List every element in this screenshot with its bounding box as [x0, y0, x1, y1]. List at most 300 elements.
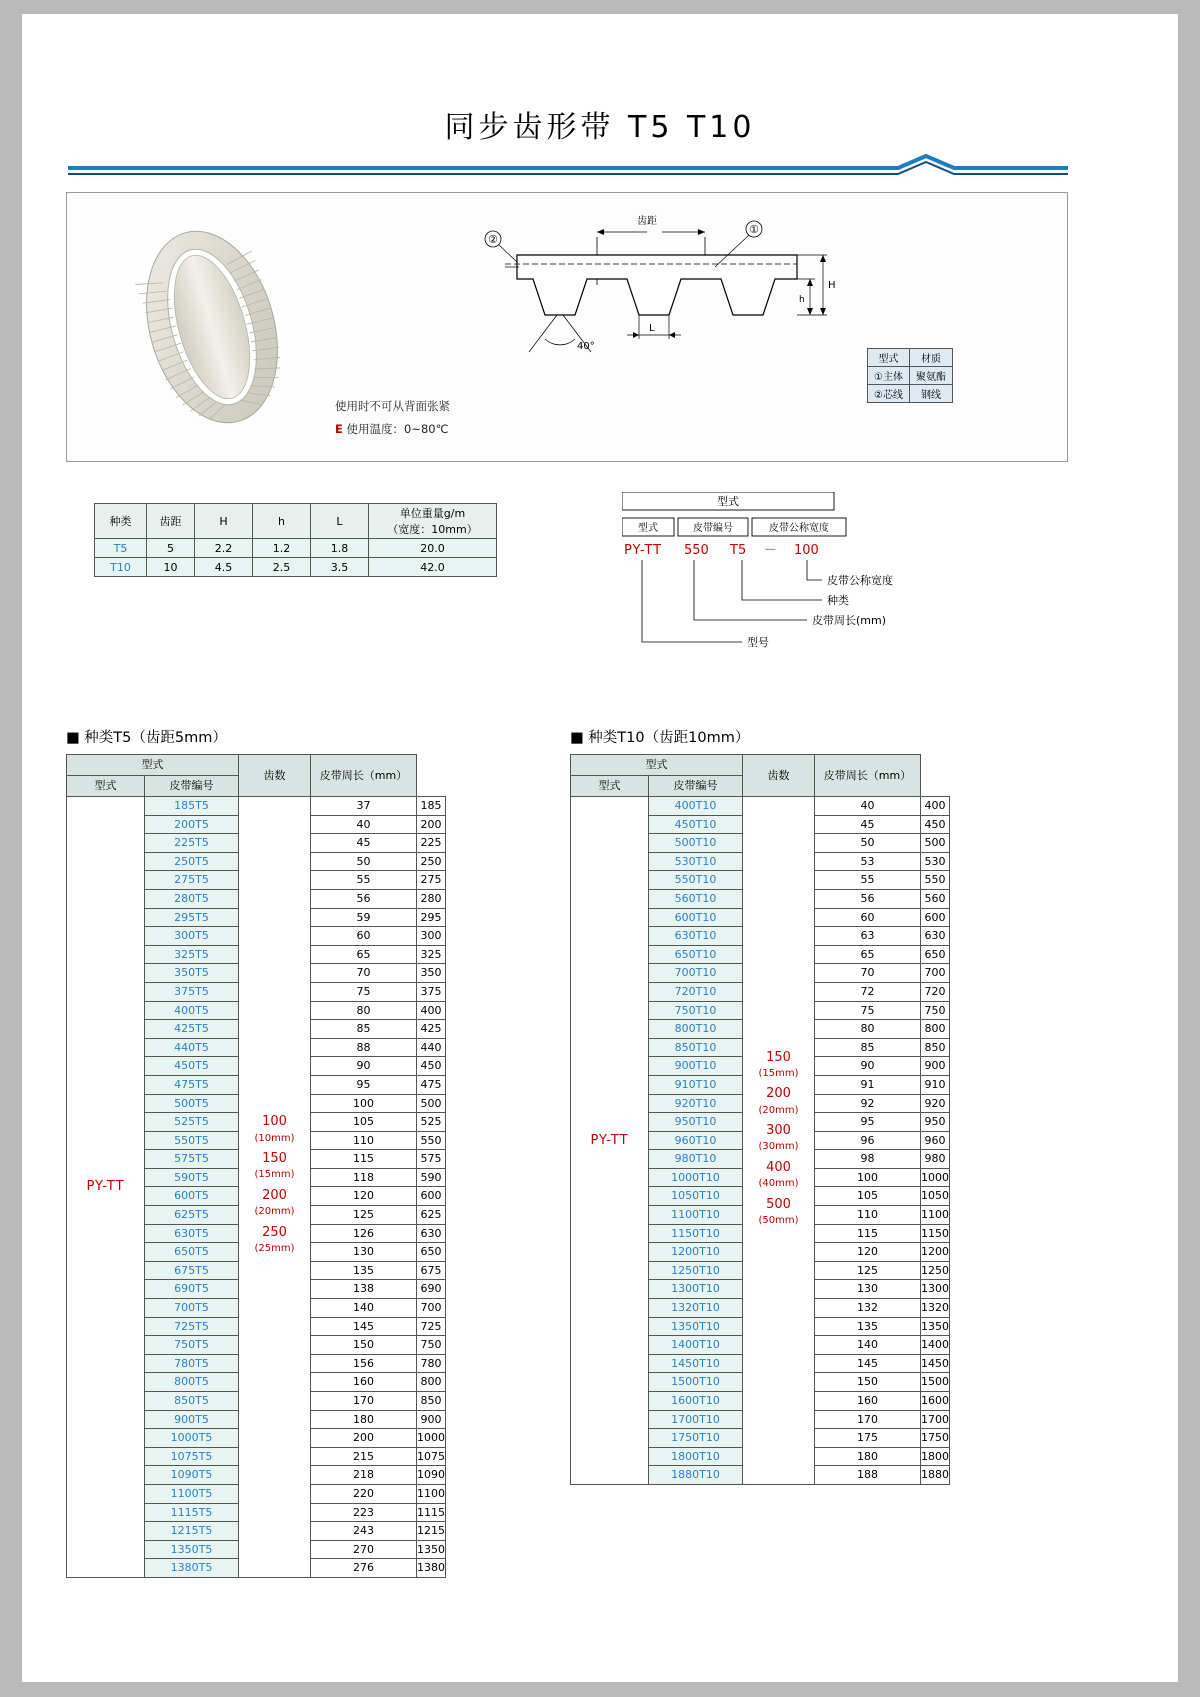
t10-length: 800 [921, 1020, 950, 1039]
angle-label: 40° [577, 341, 595, 352]
t5-length: 590 [417, 1168, 446, 1187]
t5-length: 225 [417, 834, 446, 853]
t5-length: 185 [417, 797, 446, 816]
t5-header-type: 型式 [67, 776, 145, 797]
t10-length: 530 [921, 852, 950, 871]
t10-teeth: 70 [815, 964, 921, 983]
t5-teeth: 45 [311, 834, 417, 853]
t10-width-entry: 300 (30mm) [758, 1123, 799, 1153]
t5-teeth: 145 [311, 1317, 417, 1336]
t5-belt-number: 750T5 [145, 1336, 239, 1355]
t5-teeth: 60 [311, 927, 417, 946]
table-row [571, 755, 950, 776]
t10-length: 550 [921, 871, 950, 890]
t5-teeth: 56 [311, 889, 417, 908]
t5-belt-number: 300T5 [145, 927, 239, 946]
t10-belt-number: 400T10 [649, 797, 743, 816]
t5-belt-number: 675T5 [145, 1261, 239, 1280]
t10-teeth: 40 [815, 797, 921, 816]
t5-belt-number: 800T5 [145, 1373, 239, 1392]
t5-belt-number: 325T5 [145, 945, 239, 964]
t5-length: 1075 [417, 1447, 446, 1466]
t5-length: 425 [417, 1020, 446, 1039]
t5-belt-number: 1380T5 [145, 1559, 239, 1578]
spec-header-kind: 种类 [95, 504, 147, 539]
t10-belt-number: 1750T10 [649, 1429, 743, 1448]
t5-length: 325 [417, 945, 446, 964]
t10-teeth: 72 [815, 982, 921, 1001]
t5-teeth: 218 [311, 1466, 417, 1485]
t10-teeth: 140 [815, 1336, 921, 1355]
t10-table [570, 754, 950, 1485]
spec-cell: 2.5 [253, 558, 311, 577]
t10-length: 960 [921, 1131, 950, 1150]
t10-teeth: 56 [815, 889, 921, 908]
t10-teeth: 90 [815, 1057, 921, 1076]
spec-cell: 3.5 [311, 558, 369, 577]
spec-header-weight-line1: 单位重量g/m [399, 507, 466, 520]
t5-belt-number: 400T5 [145, 1001, 239, 1020]
t5-teeth: 55 [311, 871, 417, 890]
t5-teeth: 110 [311, 1131, 417, 1150]
t10-teeth: 175 [815, 1429, 921, 1448]
t5-length: 1380 [417, 1559, 446, 1578]
t5-belt-number: 690T5 [145, 1280, 239, 1299]
t10-table-wrapper [570, 754, 950, 1485]
t10-teeth: 150 [815, 1373, 921, 1392]
t5-teeth: 125 [311, 1206, 417, 1225]
t5-model-cell: PY-TT [67, 797, 145, 1578]
t10-width-entry: 400 (40mm) [758, 1159, 799, 1190]
t5-length: 400 [417, 1001, 446, 1020]
t10-belt-number: 800T10 [649, 1020, 743, 1039]
t5-length: 800 [417, 1373, 446, 1392]
t5-belt-number: 225T5 [145, 834, 239, 853]
t10-width-entry: 200 (20mm) [758, 1086, 799, 1116]
t5-length: 200 [417, 815, 446, 834]
t10-belt-number: 750T10 [649, 1001, 743, 1020]
spec-header-weight [369, 504, 497, 539]
t10-belt-number: 950T10 [649, 1113, 743, 1132]
spec-header-weight-line2: （宽度：10mm） [387, 523, 478, 536]
t5-belt-number: 780T5 [145, 1354, 239, 1373]
dim-h-label: h [799, 295, 805, 305]
t5-width-cell [239, 797, 311, 1578]
t10-teeth: 145 [815, 1354, 921, 1373]
t10-header-teeth: 齿数 [743, 755, 815, 797]
t5-length: 450 [417, 1057, 446, 1076]
t5-belt-number: 590T5 [145, 1168, 239, 1187]
t10-belt-number: 630T10 [649, 927, 743, 946]
t10-belt-number: 920T10 [649, 1094, 743, 1113]
t10-belt-number: 550T10 [649, 871, 743, 890]
t5-belt-number: 250T5 [145, 852, 239, 871]
t10-teeth: 180 [815, 1447, 921, 1466]
t5-teeth: 37 [311, 797, 417, 816]
t10-belt-number: 720T10 [649, 982, 743, 1001]
t5-teeth: 130 [311, 1243, 417, 1262]
t5-teeth: 115 [311, 1150, 417, 1169]
t5-length: 750 [417, 1336, 446, 1355]
t5-length: 1350 [417, 1540, 446, 1559]
illustration-panel [66, 192, 1068, 462]
t10-belt-number: 960T10 [649, 1131, 743, 1150]
t10-length: 450 [921, 815, 950, 834]
t5-belt-number: 275T5 [145, 871, 239, 890]
t5-length: 475 [417, 1075, 446, 1094]
t10-teeth: 75 [815, 1001, 921, 1020]
t5-length: 300 [417, 927, 446, 946]
t10-length: 910 [921, 1075, 950, 1094]
code-example-kind: T5 [730, 543, 747, 558]
t10-belt-number: 1000T10 [649, 1168, 743, 1187]
t10-teeth: 120 [815, 1243, 921, 1262]
t10-width-cell [743, 797, 815, 1485]
t5-length: 1215 [417, 1522, 446, 1541]
t10-length: 1250 [921, 1261, 950, 1280]
pitch-label: 齿距 [637, 216, 657, 227]
t10-length: 1400 [921, 1336, 950, 1355]
t5-length: 1115 [417, 1503, 446, 1522]
t10-belt-number: 1200T10 [649, 1243, 743, 1262]
t5-belt-number: 525T5 [145, 1113, 239, 1132]
t10-teeth: 170 [815, 1410, 921, 1429]
t10-teeth: 91 [815, 1075, 921, 1094]
t10-teeth: 65 [815, 945, 921, 964]
t10-teeth: 50 [815, 834, 921, 853]
t5-length: 525 [417, 1113, 446, 1132]
t10-belt-number: 1600T10 [649, 1392, 743, 1411]
table-row [868, 367, 953, 385]
t5-length: 630 [417, 1224, 446, 1243]
spec-cell: 10 [147, 558, 195, 577]
t10-length: 1600 [921, 1392, 950, 1411]
t10-belt-number: 500T10 [649, 834, 743, 853]
t5-belt-number: 200T5 [145, 815, 239, 834]
t5-length: 1000 [417, 1429, 446, 1448]
t10-teeth: 60 [815, 908, 921, 927]
timing-belt-photo [107, 205, 317, 450]
t5-teeth: 138 [311, 1280, 417, 1299]
t10-length: 720 [921, 982, 950, 1001]
t5-teeth: 70 [311, 964, 417, 983]
callout-2-label: ② [488, 233, 498, 246]
spec-header-h: h [253, 504, 311, 539]
t5-teeth: 59 [311, 908, 417, 927]
code-example-dash: － [764, 543, 778, 558]
t5-group-header: 型式 [67, 755, 239, 776]
t10-belt-number: 1300T10 [649, 1280, 743, 1299]
t10-length: 750 [921, 1001, 950, 1020]
t5-belt-number: 475T5 [145, 1075, 239, 1094]
t10-width-entry: 500 (50mm) [758, 1196, 799, 1226]
t10-length: 400 [921, 797, 950, 816]
t5-length: 280 [417, 889, 446, 908]
t10-length: 1800 [921, 1447, 950, 1466]
t10-belt-number: 700T10 [649, 964, 743, 983]
t5-length: 350 [417, 964, 446, 983]
t5-belt-number: 900T5 [145, 1410, 239, 1429]
t10-header-length: 皮带周长（mm） [815, 755, 921, 797]
t5-teeth: 156 [311, 1354, 417, 1373]
material-cell: ①主体 [868, 367, 910, 385]
t10-belt-number: 1400T10 [649, 1336, 743, 1355]
t10-belt-number: 450T10 [649, 815, 743, 834]
t10-length: 900 [921, 1057, 950, 1076]
t5-belt-number: 1000T5 [145, 1429, 239, 1448]
t5-header-teeth: 齿数 [239, 755, 311, 797]
t10-teeth: 110 [815, 1206, 921, 1225]
t10-length: 1880 [921, 1466, 950, 1485]
t5-width-entry: 100 (10mm) [254, 1114, 295, 1144]
spec-header-pitch: 齿距 [147, 504, 195, 539]
t10-length: 980 [921, 1150, 950, 1169]
dim-H-label: H [828, 280, 836, 291]
t5-length: 275 [417, 871, 446, 890]
spec-cell: 42.0 [369, 558, 497, 577]
t5-table [66, 754, 446, 1578]
t10-teeth: 92 [815, 1094, 921, 1113]
spec-cell: 20.0 [369, 539, 497, 558]
t10-teeth: 55 [815, 871, 921, 890]
t10-header-type: 型式 [571, 776, 649, 797]
t5-belt-number: 850T5 [145, 1392, 239, 1411]
t5-teeth: 215 [311, 1447, 417, 1466]
t10-teeth: 115 [815, 1224, 921, 1243]
t5-teeth: 126 [311, 1224, 417, 1243]
t10-model-cell: PY-TT [571, 797, 649, 1485]
material-cell: 钢线 [909, 385, 952, 403]
t10-belt-number: 850T10 [649, 1038, 743, 1057]
t5-belt-number: 295T5 [145, 908, 239, 927]
t5-belt-number: 450T5 [145, 1057, 239, 1076]
t5-belt-number: 575T5 [145, 1150, 239, 1169]
material-header-type: 型式 [868, 349, 910, 367]
t5-length: 295 [417, 908, 446, 927]
t10-belt-number: 1320T10 [649, 1299, 743, 1318]
code-field-3: 皮带公称宽度 [769, 523, 829, 534]
table-row [95, 558, 497, 577]
t5-teeth: 85 [311, 1020, 417, 1039]
t10-belt-number: 1100T10 [649, 1206, 743, 1225]
t5-belt-number: 1075T5 [145, 1447, 239, 1466]
t5-teeth: 220 [311, 1484, 417, 1503]
spec-cell: 2.2 [195, 539, 253, 558]
t5-teeth: 90 [311, 1057, 417, 1076]
t5-teeth: 105 [311, 1113, 417, 1132]
t10-length: 500 [921, 834, 950, 853]
t5-length: 250 [417, 852, 446, 871]
t10-length: 1300 [921, 1280, 950, 1299]
t5-header-length: 皮带周长（mm） [311, 755, 417, 797]
t5-header-number: 皮带编号 [145, 776, 239, 797]
t10-belt-number: 1050T10 [649, 1187, 743, 1206]
t5-length: 850 [417, 1392, 446, 1411]
t5-length: 600 [417, 1187, 446, 1206]
t10-teeth: 53 [815, 852, 921, 871]
t10-belt-number: 1880T10 [649, 1466, 743, 1485]
t5-teeth: 120 [311, 1187, 417, 1206]
code-leader-2: 种类 [827, 594, 849, 607]
temperature-note-text: 使用温度：0~80℃ [346, 422, 449, 436]
t5-belt-number: 625T5 [145, 1206, 239, 1225]
callout-1-label: ① [749, 223, 759, 236]
table-row [868, 385, 953, 403]
code-field-2: 皮带编号 [693, 523, 733, 534]
model-code-diagram [622, 492, 1022, 682]
t10-belt-number: 1450T10 [649, 1354, 743, 1373]
t5-length: 375 [417, 982, 446, 1001]
t10-teeth: 100 [815, 1168, 921, 1187]
t5-teeth: 223 [311, 1503, 417, 1522]
t10-length: 1150 [921, 1224, 950, 1243]
t10-length: 1450 [921, 1354, 950, 1373]
t10-length: 950 [921, 1113, 950, 1132]
page-title: 同步齿形带 T5 T10 [444, 110, 756, 145]
t5-belt-number: 700T5 [145, 1299, 239, 1318]
t10-teeth: 135 [815, 1317, 921, 1336]
t10-belt-number: 1350T10 [649, 1317, 743, 1336]
t10-teeth: 85 [815, 1038, 921, 1057]
t5-length: 675 [417, 1261, 446, 1280]
t5-teeth: 100 [311, 1094, 417, 1113]
t5-belt-number: 1350T5 [145, 1540, 239, 1559]
t10-teeth: 130 [815, 1280, 921, 1299]
t10-teeth: 45 [815, 815, 921, 834]
material-cell: ②芯线 [868, 385, 910, 403]
dim-L-label: L [649, 323, 655, 334]
code-leader-1: 皮带公称宽度 [827, 574, 893, 587]
t10-length: 850 [921, 1038, 950, 1057]
spec-header-H: H [195, 504, 253, 539]
t5-teeth: 200 [311, 1429, 417, 1448]
t5-teeth: 40 [311, 815, 417, 834]
t10-length: 700 [921, 964, 950, 983]
t5-teeth: 160 [311, 1373, 417, 1392]
t10-length: 630 [921, 927, 950, 946]
t5-belt-number: 725T5 [145, 1317, 239, 1336]
spec-cell: 1.8 [311, 539, 369, 558]
header-rule [68, 154, 1068, 176]
section-heading-t5: ■ 种类T5（齿距5mm） [66, 730, 227, 746]
t5-width-entry: 250 (25mm) [254, 1224, 295, 1254]
t5-teeth: 243 [311, 1522, 417, 1541]
t10-length: 560 [921, 889, 950, 908]
section-heading-t10: ■ 种类T10（齿距10mm） [570, 730, 750, 746]
t10-belt-number: 980T10 [649, 1150, 743, 1169]
t5-belt-number: 425T5 [145, 1020, 239, 1039]
spec-cell: 5 [147, 539, 195, 558]
t5-length: 700 [417, 1299, 446, 1318]
t5-teeth: 270 [311, 1540, 417, 1559]
t5-teeth: 80 [311, 1001, 417, 1020]
t5-teeth: 118 [311, 1168, 417, 1187]
t5-belt-number: 600T5 [145, 1187, 239, 1206]
t5-belt-number: 550T5 [145, 1131, 239, 1150]
t10-length: 600 [921, 908, 950, 927]
table-row [67, 797, 446, 816]
t5-length: 1100 [417, 1484, 446, 1503]
t10-belt-number: 1150T10 [649, 1224, 743, 1243]
table-row [571, 797, 950, 816]
spec-cell: 4.5 [195, 558, 253, 577]
t5-table-wrapper [66, 754, 446, 1578]
t5-length: 550 [417, 1131, 446, 1150]
t10-belt-number: 1250T10 [649, 1261, 743, 1280]
t10-length: 920 [921, 1094, 950, 1113]
t10-teeth: 188 [815, 1466, 921, 1485]
t10-header-number: 皮带编号 [649, 776, 743, 797]
t10-belt-number: 530T10 [649, 852, 743, 871]
t5-belt-number: 375T5 [145, 982, 239, 1001]
t5-teeth: 180 [311, 1410, 417, 1429]
spec-cell-kind: T10 [95, 558, 147, 577]
t5-teeth: 95 [311, 1075, 417, 1094]
t5-teeth: 135 [311, 1261, 417, 1280]
t10-teeth: 105 [815, 1187, 921, 1206]
spec-cell-kind: T5 [95, 539, 147, 558]
temp-icon: E [335, 422, 343, 436]
t5-belt-number: 1115T5 [145, 1503, 239, 1522]
t5-belt-number: 630T5 [145, 1224, 239, 1243]
code-top-label: 型式 [717, 495, 739, 508]
t5-length: 440 [417, 1038, 446, 1057]
t5-teeth: 75 [311, 982, 417, 1001]
t10-length: 1100 [921, 1206, 950, 1225]
code-example-model: PY-TT [624, 543, 663, 558]
t5-belt-number: 1100T5 [145, 1484, 239, 1503]
t5-teeth: 150 [311, 1336, 417, 1355]
t5-width-entry: 150 (15mm) [254, 1151, 295, 1181]
t5-belt-number: 350T5 [145, 964, 239, 983]
t10-length: 1750 [921, 1429, 950, 1448]
table-row [95, 504, 497, 539]
t10-teeth: 160 [815, 1392, 921, 1411]
t5-belt-number: 650T5 [145, 1243, 239, 1262]
spec-cell: 1.2 [253, 539, 311, 558]
t5-length: 625 [417, 1206, 446, 1225]
table-row [868, 349, 953, 367]
t10-belt-number: 1800T10 [649, 1447, 743, 1466]
t10-length: 1500 [921, 1373, 950, 1392]
t10-teeth: 98 [815, 1150, 921, 1169]
t10-belt-number: 560T10 [649, 889, 743, 908]
table-row [67, 755, 446, 776]
t5-teeth: 50 [311, 852, 417, 871]
t5-teeth: 170 [311, 1392, 417, 1411]
material-table [867, 348, 953, 403]
material-cell: 聚氨酯 [909, 367, 952, 385]
t5-length: 650 [417, 1243, 446, 1262]
t10-belt-number: 650T10 [649, 945, 743, 964]
t5-belt-number: 500T5 [145, 1094, 239, 1113]
t5-length: 725 [417, 1317, 446, 1336]
table-row [95, 539, 497, 558]
t5-teeth: 88 [311, 1038, 417, 1057]
spec-header-L: L [311, 504, 369, 539]
t10-teeth: 132 [815, 1299, 921, 1318]
t10-length: 1350 [921, 1317, 950, 1336]
t10-teeth: 80 [815, 1020, 921, 1039]
t10-length: 1320 [921, 1299, 950, 1318]
t10-length: 1200 [921, 1243, 950, 1262]
t5-width-entry: 200 (20mm) [254, 1187, 295, 1218]
t10-teeth: 63 [815, 927, 921, 946]
t5-belt-number: 440T5 [145, 1038, 239, 1057]
t10-belt-number: 1700T10 [649, 1410, 743, 1429]
t5-belt-number: 1215T5 [145, 1522, 239, 1541]
t10-teeth: 125 [815, 1261, 921, 1280]
